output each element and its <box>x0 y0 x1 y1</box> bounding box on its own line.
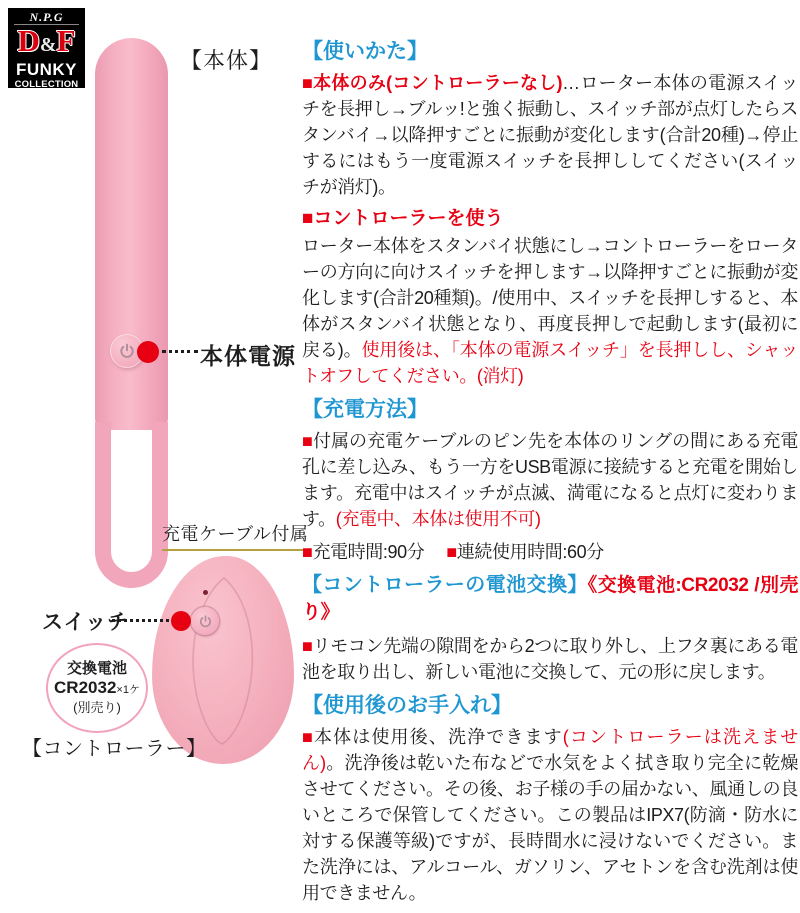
instructions-column <box>302 38 798 913</box>
body-label: 【本体】 <box>180 48 273 73</box>
charge-time-value: 充電時間:90分 <box>312 542 425 562</box>
care-paragraph: ■本体は使用後、洗浄できます(コントローラーは洗えません)。洗浄後は乾いた布などで水気をよく拭き取り完全に乾燥させてください。その後、お子様の手の届かない、風通しの良いところで保管してください。この製品はIPX7(防滴・防水に対する保護等級)ですが、長時間水に浸けないでください。また洗浄には、アルコール、ガソリン、アセトンを含む洗剤は使用できません。 <box>302 727 798 903</box>
power-icon <box>118 342 136 360</box>
section-heading-charging: 【充電方法】 <box>302 398 428 421</box>
brand-df-text: D&F <box>17 23 76 58</box>
switch-label: スイッチ <box>42 611 130 634</box>
brand-npg-text: N.P.G <box>14 11 79 25</box>
controller-led-dot <box>203 590 208 595</box>
battery-badge-note: (別売り) <box>73 700 121 715</box>
callout-dot-controller-switch <box>171 611 191 631</box>
runtime-value: 連続使用時間:60分 <box>456 542 604 562</box>
usage-body-only-paragraph: ■本体のみ(コントローラーなし)…ローター本体の電源スイッチを長押し→ブルッ!と強く振動し、スイッチ部が点灯したらスタンバイ→以降押すごとに振動が変化します(合計20種)→停止するにはもう一度電源スイッチを長押ししてください(スイッチが消灯)。 <box>302 73 798 197</box>
bullet-icon: ■ <box>302 727 315 747</box>
bullet-icon: ■ <box>302 636 313 656</box>
charging-paragraph: ■付属の充電ケーブルのピン先を本体のリングの間にある充電孔に差し込み、もう一方をUSB電源に接続すると充電を開始します。充電中はスイッチが点滅、満電になると点灯に変わります。(充電中、本体は使用不可) <box>302 431 798 529</box>
brand-funky-text: FUNKY <box>15 60 78 79</box>
section-heading-battery: 【コントローラーの電池交換】《交換電池:CR2032 /別売り》 <box>302 574 798 623</box>
battery-paragraph: ■リモコン先端の隙間をから2つに取り外し、上フタ裏にある電池を取り出し、新しい電池に交換して、元の形に戻します。 <box>302 636 798 682</box>
section-heading-care: 【使用後のお手入れ】 <box>302 694 512 717</box>
battery-badge-model: CR2032×1ケ <box>54 678 140 697</box>
usage-sub1-title: ■本体のみ(コントローラーなし) <box>302 73 563 93</box>
battery-badge <box>46 643 148 733</box>
controller-switch-button <box>191 607 219 635</box>
section-heading-usage: 【使いかた】 <box>302 40 428 63</box>
brand-logo <box>8 8 85 88</box>
usage-controller-paragraph: ローター本体をスタンバイ状態にし→コントローラーをローターの方向に向けスイッチを押します→以降押すごとに振動が変化します(合計20種類)。/使用中、スイッチを長押しすると、本体がスタンバイ状態となり、再度長押しで起動します(最初に戻る)。使用後は、「本体の電源スイッチ」を長押しし、シャットオフしてください。(消灯) <box>302 236 798 386</box>
usage-sub2-title: ■コントローラーを使う <box>302 208 504 229</box>
controller-label: 【コントローラー】 <box>22 738 207 760</box>
bullet-icon: ■ <box>446 542 457 562</box>
battery-badge-title: 交換電池 <box>66 660 127 677</box>
bullet-icon: ■ <box>302 431 313 451</box>
rotor-body-illustration <box>95 38 168 430</box>
bullet-icon: ■ <box>302 542 313 562</box>
callout-dot-body-power <box>137 341 159 363</box>
cable-included-note: 充電ケーブル付属 <box>162 520 308 551</box>
power-icon <box>198 614 213 629</box>
charging-times-line <box>302 539 798 565</box>
body-power-label: 本体電源 <box>200 343 296 369</box>
brand-collection-text: COLLECTION <box>14 79 79 90</box>
leader-line-body-power <box>162 350 198 353</box>
